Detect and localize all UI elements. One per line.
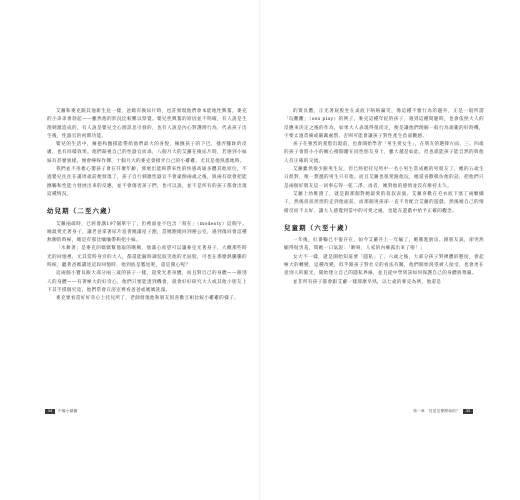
body-paragraph: 這兩個小寶貝跟大部分兩三歲的孩子一樣，超愛光著身體，而且對自己的身體——跟別人的身體——有著極大的好奇心，他們只要能逮到機會，就會好好研究大人或其他小朋友上下其手摸個究竟，他們常會在浴室裡看爸爸或媽媽洗澡。: [47, 271, 247, 293]
body-paragraph: 並非所有孩子都會跟艾蘿一樣那麼早熟，以七歲的麥克為例，他還是: [293, 279, 442, 285]
running-title: 中場小劇團: [58, 409, 78, 413]
section-heading: 幼兒期（二至六歲）: [47, 207, 116, 216]
page-number: 34: [45, 409, 55, 414]
body-paragraph: 孩子在強烈的愛慾出現前，也會開始學習「男生愛女生」，在朋友的選擇方面，三、四歲的孩子會將小小的橄心撥開蹤在同性朋友身上，雖大越是如此，但也就能孩子能自然的與他人有正確的交流。: [284, 142, 484, 164]
body-paragraph: 麥克要看當好好奇心上托兒所了，老師發現他和朋友很喜歡互相比較小雞雞的樣子。: [56, 296, 239, 302]
body-paragraph: 「水舞著」是麥克的媽媽幫他取的暱稱，他滿心希望可以讓麥克光著身子，大概那些時光的回憶裡，尤其當時身旁的大人，都還能隨時調侃取笑他的光屁股，可也在那麼熱騰騰的時候，聽著爸媽講述這段回憶時，他到底是尷尬呢，還是開心呢？: [47, 246, 247, 269]
body-paragraph: 一年後，紅番鞠已不復存在，如今艾蘿升上一年級了，她衝進廚房，跟朋友說，卻突然顯得很害羞，問她一口氣說：「喲呀，人家的內褲露出來了啦！」: [284, 238, 484, 252]
body-paragraph: 嬰兒的生活中，擁抱和撫摸能帶給他們最大的喜悅，擁撫孩子的下巴，搔弄腳趾的皮膚，也有同樣效果。他們凝視自己的性器官而乖，八個月大的艾蘿在換尿片時，若感到小妹妹有甚麼異樣，便會嚀呀作聲，十個月大的麥克會撥弄自己的小雞雞，尤其是他熟悉地時。: [47, 142, 247, 164]
running-title: 第一章 性是怎麼開始的？: [413, 409, 460, 413]
left-page: [47, 108, 247, 304]
body-paragraph: 艾蘿上幼稚園了，就是跟那個對她最愛的叔叔表演，艾蘿喜歡在毛衣底下塞了兩顆橘子，然後扭扭捏捏的走到他面前，而那個男孩卻一直不肯配合艾蘿的遊戲，然後她自己的情緒反而不太好，讓大人感覺到當中的可愛之處，也能在遊戲中給予正確的觀念。: [284, 191, 484, 214]
body-paragraph: 艾蘿兩歲時，已經會講197個單字了，但裡面並不包含「寫在」（modesty）這個字。她最愛光著身子，讓老爸拿著尿片追著她滿屋子跑，當她跑繞回到辦公室，遇到傷同會這種無聊的時候，總是有那比嚷嚷帶夠把小妹。: [47, 221, 247, 244]
page-number: 35: [463, 409, 473, 414]
body-paragraph: 艾蘿雖然很少跟男生玩，但已經把托兒所中一名小男生當成她的男朋友了，她的五歲生日派對，唯一想邀的男生只有他。而且艾蘿也很愛跟他玩，她還喜歡模仿他的話，把他們只是兩個好朋友這一回事忘得一乾二淨，再者，她對他的感情並沒有維持太久。: [284, 167, 484, 189]
body-paragraph: 我們並不用擔心嬰孩子會在仟麼年齡，發展出能夠帶來性的快感高通多體其他原位，不過嬰兒往往在滿周歲前便發現了，孩子自行刺激性器官不會違倒兩歲之後，與兩有欲會把能撫觸和性能力發展出來的反應，並不會傷害孩子們，也可以說，並不是所有的孩子都會出現這種情況。: [47, 167, 247, 197]
book-gutter: [259, 0, 261, 500]
body-paragraph: 的實具體，正光著屁股坐在桌底下咯咯竊笑，像這種不雅行為的題外，正是一般所謂「玩觀觀」（sex play）的例子。麥克這種年紀的孩子，遇到這種問題時，也會依照大人的反應來決定之後的作為，如果大人表現得很淡定，便是讓他們理解一般行為規範的好時機，不要太過責備或嚴厲處罰，否則可能會讓孩子對性產生負面觀感。: [284, 109, 484, 139]
right-page-footer: [413, 409, 473, 414]
left-page-footer: [45, 409, 77, 414]
right-page: [284, 108, 484, 287]
body-paragraph: 艾蘿和麥克跟其他新生兒一樣，爸媽有換尿片時，也許發現他們會本能地性興奮，麥克的小弟弟會勃起——雖然他的狀況比較難以察覺。嬰兒性興奮的原因並不明確，有人說是生理刺激造成的，有人說是嬰兒全心理訊息引發的，也有人說是內心對護理行為，代表孩子出生後，性器官的初期功能。: [47, 109, 247, 139]
section-heading: 兒童期（六至十歲）: [284, 223, 353, 232]
body-paragraph: 女大不一樣，就是開始知道要「隱私」了，六歲之後，大部分孩子對裸體的態度，會起極大的轉變，這種改變，似乎跟孩子對社交的看法有關，他們開始渴望被人接受，也會更在意別人的眼光，開始建立自己的隱私界線，並且從中學到該如何保護自己的身體與尊嚴。: [284, 254, 484, 277]
